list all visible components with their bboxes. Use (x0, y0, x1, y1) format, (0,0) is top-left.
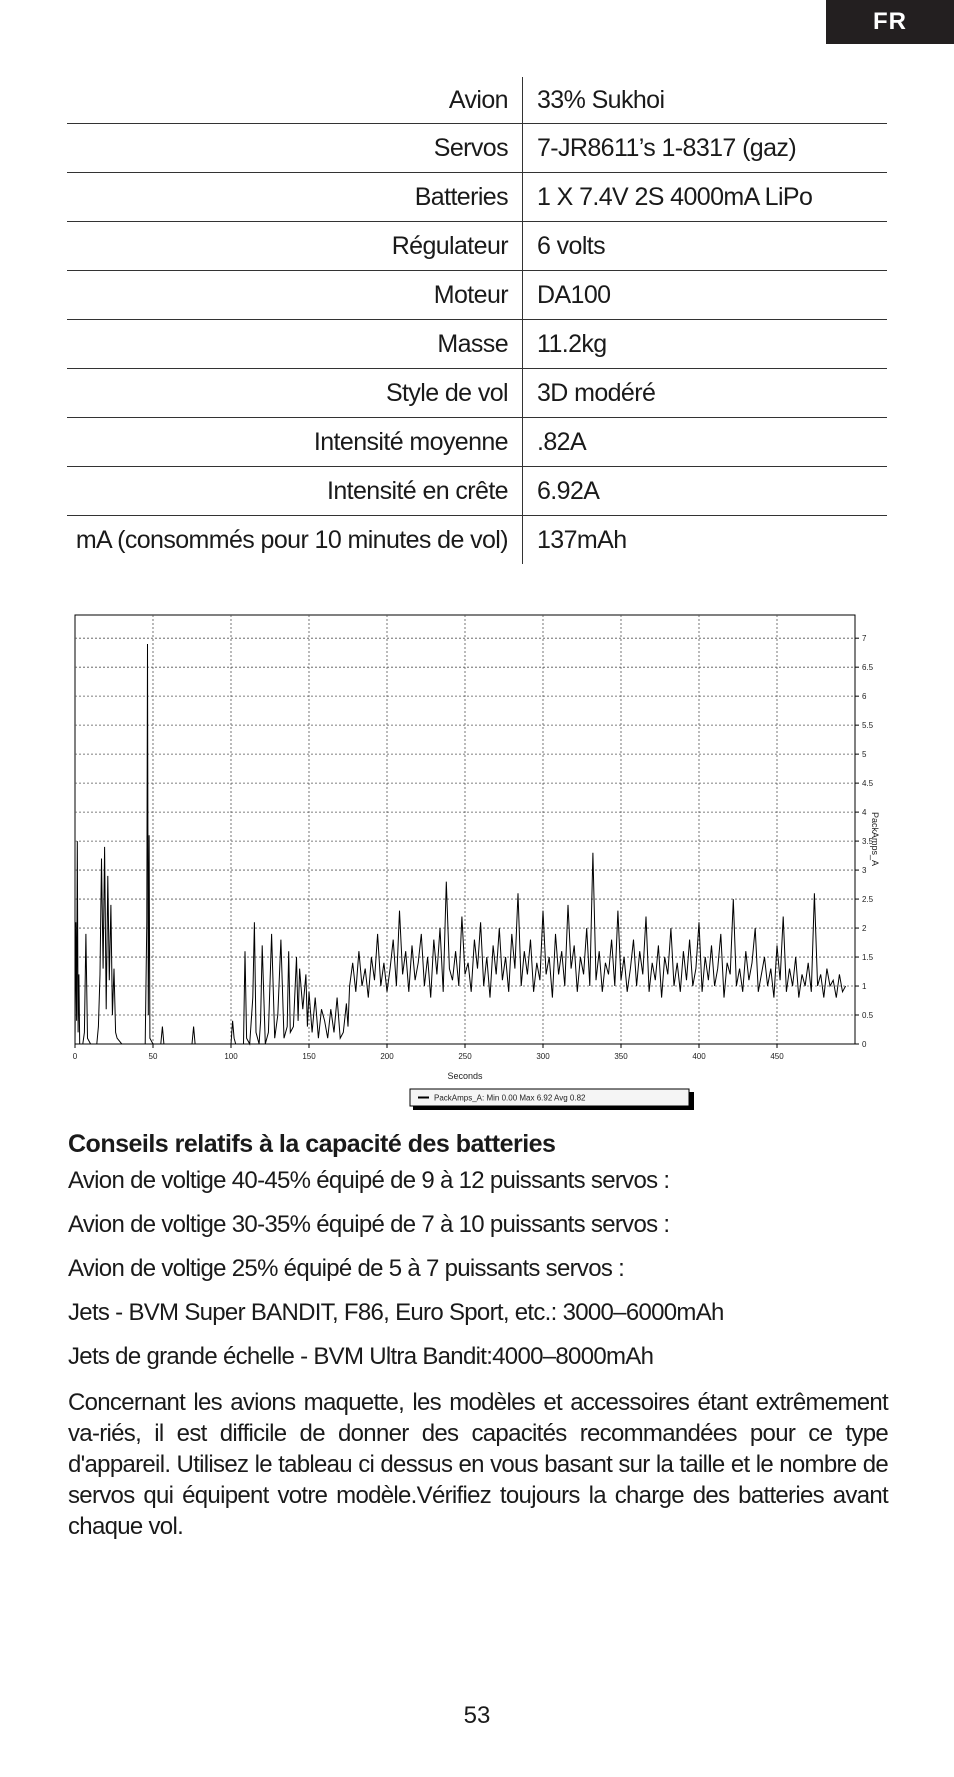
x-tick-label: 250 (458, 1052, 472, 1061)
x-tick-label: 50 (148, 1052, 158, 1061)
tip-line: Avion de voltige 25% équipé de 5 à 7 puissants servos : (68, 1255, 625, 1282)
spec-label: Servos (67, 124, 523, 173)
spec-row (67, 516, 887, 565)
spec-label: Masse (67, 320, 523, 369)
y-tick-label: 6.5 (862, 663, 874, 673)
spec-value: 7-JR8611’s 1-8317 (gaz) (523, 124, 888, 173)
y-tick-label: 0.5 (862, 1011, 874, 1021)
spec-row (67, 77, 887, 124)
spec-value: 6.92A (523, 467, 888, 516)
language-tab (826, 0, 954, 44)
chart-svg (60, 607, 880, 1112)
x-tick-label: 0 (72, 1052, 78, 1061)
spec-row (67, 173, 887, 222)
section-title: Conseils relatifs à la capacité des batteries (68, 1130, 556, 1158)
spec-row (67, 369, 887, 418)
y-tick-label: 5.5 (862, 721, 874, 731)
battery-tips (68, 1165, 888, 1542)
y-tick-label: 7 (862, 634, 867, 644)
x-tick-label: 450 (770, 1052, 784, 1061)
spec-label: Intensité en crête (67, 467, 523, 516)
y-tick-label: 2.5 (862, 895, 874, 905)
tip-line: Jets de grande échelle - BVM Ultra Bandit:4000–8000mAh (68, 1343, 654, 1370)
y-tick-label: 2 (862, 924, 867, 934)
x-tick-label: 300 (536, 1052, 550, 1061)
tips-paragraph: Concernant les avions maquette, les modèles et accessoires étant extrêmement va-riés, il est difficile de donner des capacités recommandées pour ce type d'appareil. Utilisez le tableau ci dessus en vous basant sur la taille et le nombre de servos qui équipent votre modèle.Vérifiez toujours la charge des batteries avant chaque vol. (68, 1389, 888, 1540)
spec-label: Régulateur (67, 222, 523, 271)
y-tick-label: 0 (862, 1040, 867, 1049)
pack-amps-chart (60, 607, 880, 1112)
x-tick-label: 350 (614, 1052, 628, 1061)
y-tick-label: 5 (862, 750, 867, 760)
y-tick-label: 3 (862, 866, 867, 876)
spec-label: Batteries (67, 173, 523, 222)
spec-value: DA100 (523, 271, 888, 320)
y-tick-label: 3.5 (862, 837, 874, 847)
chart-legend (410, 1089, 694, 1110)
x-axis (73, 1044, 784, 1061)
spec-value: 33% Sukhoi (537, 85, 665, 114)
specs-table (67, 77, 887, 564)
spec-label: Intensité moyenne (67, 418, 523, 467)
y-axis-title: PackAmps_A (870, 811, 880, 867)
spec-value: 11.2kg (523, 320, 888, 369)
spec-row (67, 222, 887, 271)
spec-label: Style de vol (67, 369, 523, 418)
y-tick-label: 1 (862, 982, 867, 992)
spec-row (67, 320, 887, 369)
y-tick-label: 1.5 (862, 953, 874, 963)
specs-table-body (67, 77, 887, 564)
spec-row (67, 418, 887, 467)
y-tick-label: 4.5 (862, 779, 874, 789)
spec-value: 6 volts (523, 222, 888, 271)
x-axis-title: Seconds (447, 1071, 483, 1081)
spec-label: Moteur (67, 271, 523, 320)
tip-line: Avion de voltige 30-35% équipé de 7 à 10 puissants servos : (68, 1211, 670, 1238)
spec-label: Avion (67, 77, 523, 124)
spec-row (67, 467, 887, 516)
spec-value: 137mAh (523, 516, 888, 565)
spec-value: 3D modéré (523, 369, 888, 418)
spec-value: 1 X 7.4V 2S 4000mA LiPo (523, 173, 888, 222)
tip-line: Jets - BVM Super BANDIT, F86, Euro Sport, etc.: 3000–6000mAh (68, 1299, 724, 1326)
x-tick-label: 150 (302, 1052, 316, 1061)
tips-list (68, 1165, 888, 1385)
spec-label: mA (consommés pour 10 minutes de vol) (67, 516, 523, 565)
x-tick-label: 200 (380, 1052, 394, 1061)
x-tick-label: 400 (692, 1052, 706, 1061)
legend-text: PackAmps_A: Min 0.00 Max 6.92 Avg 0.82 (434, 1093, 586, 1103)
page-number: 53 (463, 1702, 491, 1729)
language-label: FR (873, 8, 907, 35)
spec-row (67, 124, 887, 173)
y-tick-label: 6 (862, 692, 867, 702)
x-tick-label: 100 (224, 1052, 238, 1061)
spec-row (67, 271, 887, 320)
y-tick-label: 4 (862, 808, 867, 818)
tip-line: Avion de voltige 40-45% équipé de 9 à 12 puissants servos : (68, 1167, 670, 1194)
spec-value: .82A (523, 418, 888, 467)
